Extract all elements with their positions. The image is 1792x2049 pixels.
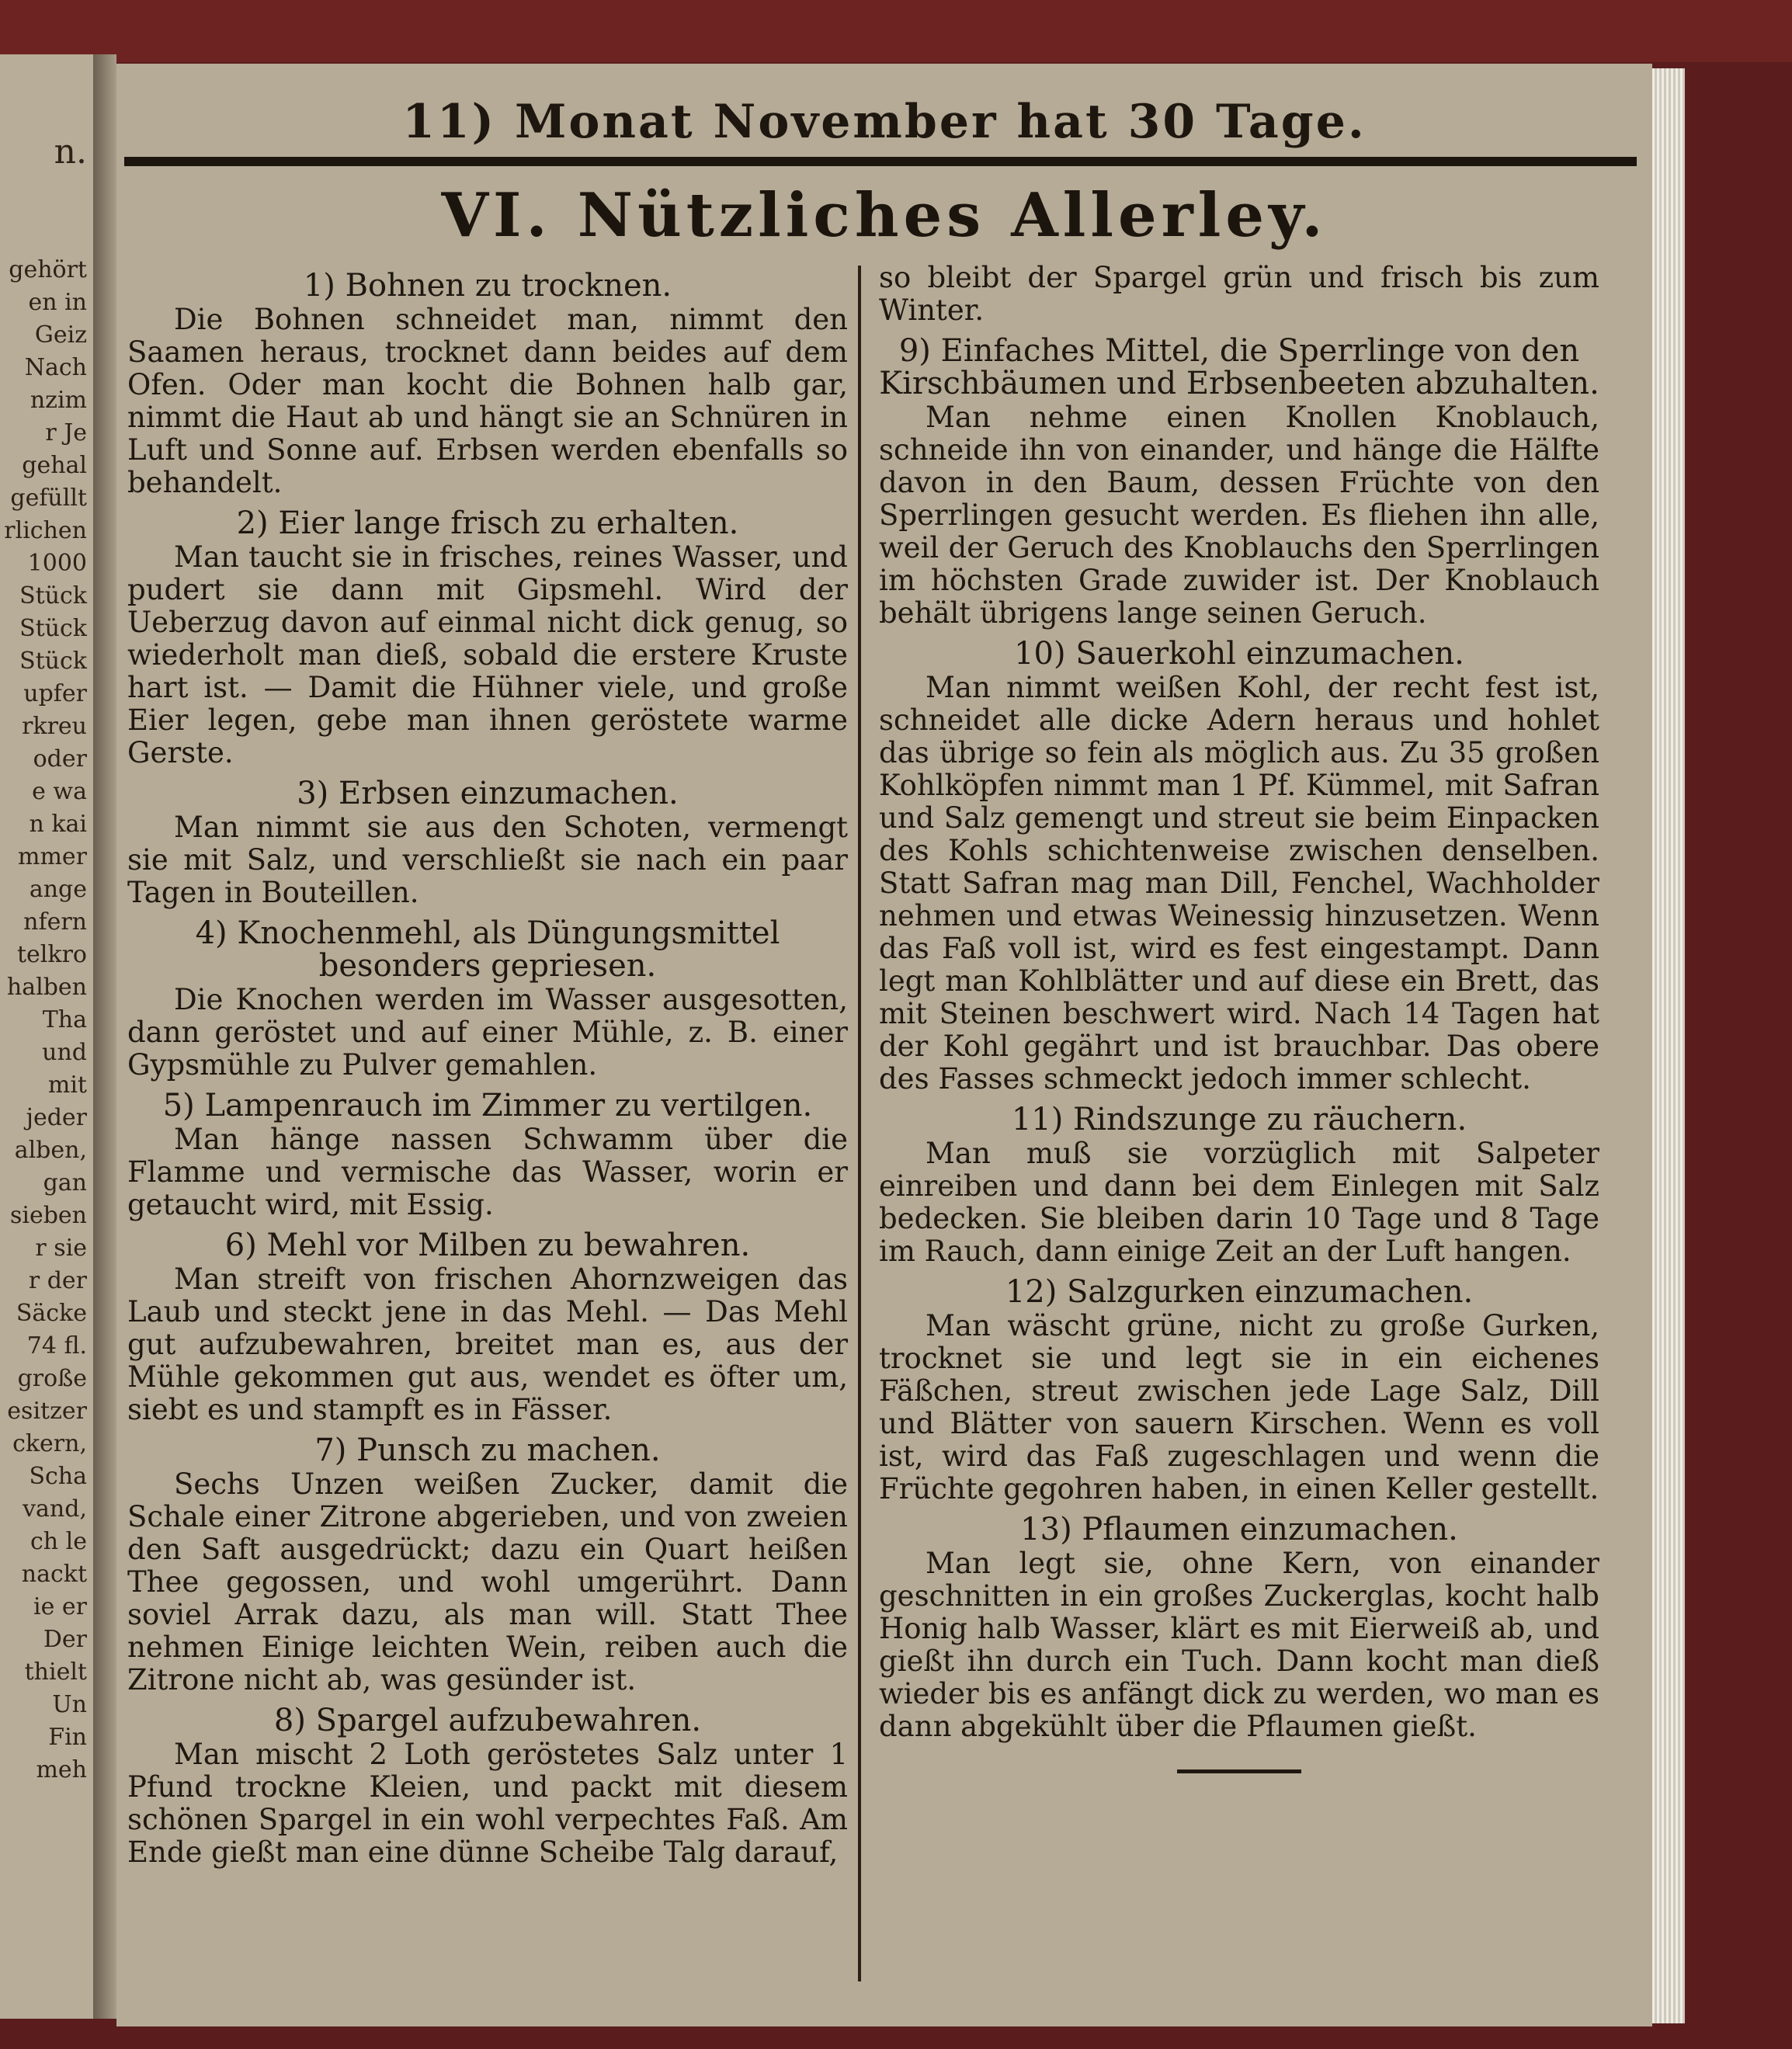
prev-page-line: esitzer [7, 1398, 87, 1425]
article-text: Man wäscht grüne, nicht zu große Gurken, trocknet sie und legt sie in ein eichenes Fäßchen, streut zwischen jede Lage Salz, Dill und Blätter von sauern Kirschen. Wenn es voll ist, wird das Faß zugeschlagen und wenn die Früchte gegohren haben, in einen Keller gestellt. [879, 1309, 1599, 1505]
article-text: Man legt sie, ohne Kern, von einander geschnitten in ein großes Zuckerglas, kocht halb Honig halb Wasser, klärt es mit Eierweiß ab, und gießt ihn durch ein Tuch. Dann kocht man dieß wieder bis es anfängt dick zu werden, wo man es dann abgekühlt über die Pflaumen gießt. [879, 1547, 1599, 1743]
article-text: Die Knochen werden im Wasser ausgesotten, dann geröstet und auf einer Mühle, z. B. einer Gypsmühle zu Pulver gemahlen. [127, 983, 848, 1082]
article [879, 1103, 1599, 1268]
prev-page-line: sieben [9, 1202, 87, 1229]
article [127, 1704, 848, 1869]
end-rule [1177, 1769, 1301, 1773]
prev-page-line: alben, [14, 1137, 87, 1164]
article-heading: 13) Pflaumen einzumachen. [1020, 1512, 1458, 1547]
article-heading: 2) Eier lange frisch zu erhalten. [236, 505, 739, 541]
section-title: VI. Nützliches Allerley. [441, 180, 1328, 251]
prev-page-line: gehal [22, 452, 87, 479]
cover-edge [0, 0, 1792, 62]
prev-page-line: en in [28, 289, 87, 316]
prev-page-line: oder [33, 745, 87, 773]
prev-page-line: r der [28, 1267, 87, 1294]
prev-page-line: gehört [9, 256, 87, 283]
article-text: Man streift von frischen Ahornzweigen das Laub und steckt jene in das Mehl. — Das Mehl gut aufzubewahren, breitet man es, aus der Mühle gekommen gut aus, wendet es öfter um, siebt es und stampft es in Fässer. [127, 1262, 848, 1426]
prev-page-line: Fin [48, 1724, 87, 1751]
book-page [116, 64, 1652, 2026]
prev-page-line: mmer [18, 843, 87, 870]
article-heading: 8) Spargel aufzubewahren. [273, 1703, 702, 1738]
prev-page-line: Scha [29, 1463, 87, 1490]
article-text: Sechs Unzen weißen Zucker, damit die Schale einer Zitrone abgerieben, und von zweien den Saft ausgedrückt; dazu ein Quart heißen Thee gegossen, und wohl umgerührt. Dann soviel Arrak dazu, als man will. Statt Thee nehmen Einige leichten Wein, reiben auch die Zitrone nicht ab, was gesünder ist. [127, 1467, 848, 1697]
prev-page-line: mit [47, 1071, 87, 1099]
article-text: Man muß sie vorzüglich mit Salpeter einreiben und dann bei dem Einlegen mit Salz bedecken. Sie bleiben darin 10 Tage und 8 Tage im Rauch, dann einige Zeit an der Luft hangen. [879, 1137, 1599, 1268]
article-text: Man nimmt weißen Kohl, der recht fest ist, schneidet alle dicke Adern heraus und hohlet das übrige so fein als möglich aus. Zu 35 großen Kohlköpfen nimmt man 1 Pf. Kümmel, mit Safran und Salz gemengt und streut sie beim Einpacken des Kohls schichtenweise zwischen denselben. Statt Safran mag man Dill, Fenchel, Wachholder nehmen und etwas Weinessig hinzusetzen. Wenn das Faß voll ist, wird es fest eingestampt. Dann legt man Kohlblätter und auf diese ein Brett, das mit Steinen beschwert wird. Nach 14 Tagen hat der Kohl gegährt und ist brauchbar. Das obere des Fasses schmeckt jedoch immer schlecht. [879, 671, 1599, 1096]
prev-page-line: 74 fl. [26, 1332, 87, 1360]
article-heading: 12) Salzgurken einzumachen. [1005, 1274, 1474, 1310]
prev-page-line: gan [43, 1169, 87, 1196]
prev-page-line: und [42, 1039, 87, 1066]
prev-page-line: Säcke [16, 1300, 87, 1327]
prev-page-line: Geiz [34, 321, 87, 349]
article-heading: 11) Rindszunge zu räuchern. [1011, 1102, 1467, 1137]
article-heading: 4) Knochenmehl, als Düngungsmittel besonders gepriesen. [195, 915, 780, 984]
prev-page-line: e wa [32, 778, 87, 805]
prev-page-line: r Je [45, 419, 87, 446]
article-text: Man nimmt sie aus den Schoten, vermengt sie mit Salz, und verschließt sie nach ein paar Tagen in Bouteillen. [127, 811, 848, 909]
prev-page-line: ie er [33, 1593, 87, 1620]
prev-page-line: upfer [23, 680, 87, 707]
prev-page-line: Stück [19, 648, 87, 675]
prev-page-line: jeder [26, 1104, 87, 1131]
article [879, 1276, 1599, 1505]
article [127, 917, 848, 1082]
article [127, 507, 848, 769]
prev-page-line: nackt [21, 1561, 87, 1588]
prev-page-line: vand, [23, 1495, 87, 1523]
page-edges [1652, 68, 1685, 2023]
header-rule [124, 157, 1637, 166]
right-column [879, 262, 1599, 1773]
prev-page-line: n kai [29, 811, 87, 838]
article-text: Man taucht sie in frisches, reines Wasser, und pudert sie dann mit Gipsmehl. Wird der Ueberzug davon auf einmal nicht dick genug, so wiederholt man dieß, sobald die erstere Kruste hart ist. — Damit die Hühner viele, und große Eier legen, gebe man ihnen geröstete warme Gerste. [127, 540, 848, 769]
prev-page-line: meh [36, 1756, 87, 1783]
article-heading: 9) Einfaches Mittel, die Sperrlinge von den Kirschbäumen und Erbsenbeeten abzuhalten. [879, 333, 1599, 401]
article [879, 637, 1599, 1096]
article-heading: 3) Erbsen einzumachen. [297, 776, 679, 811]
article-heading: 7) Punsch zu machen. [314, 1433, 661, 1468]
prev-page-line: thielt [24, 1658, 87, 1686]
article [127, 1089, 848, 1221]
prev-page-line: 1000 [27, 550, 87, 577]
prev-page-line: nfern [23, 908, 87, 936]
prev-page-line: ange [29, 876, 87, 903]
prev-page-line: n. [54, 132, 87, 172]
prev-page-line: ch le [30, 1528, 87, 1555]
article-heading: 1) Bohnen zu trocknen. [303, 268, 672, 304]
article-heading: 6) Mehl vor Milben zu bewahren. [224, 1228, 751, 1263]
prev-page-line: gefüllt [10, 484, 87, 512]
article-heading: 10) Sauerkohl einzumachen. [1014, 636, 1464, 672]
prev-page-line: rkreu [22, 713, 87, 740]
prev-page-line: Stück [19, 582, 87, 609]
article [127, 1229, 848, 1426]
article-heading: 5) Lampenrauch im Zimmer zu vertilgen. [162, 1088, 813, 1123]
page-gutter [93, 54, 116, 2019]
article-text: Man nehme einen Knollen Knoblauch, schneide ihn von einander, und hänge die Hälfte davon in den Baum, dessen Früchte von den Sperrlingen gesucht werden. Es fliehen ihn alle, weil der Geruch des Knoblauchs den Sperrlingen im höchsten Grade zuwider ist. Der Knoblauch behält übrigens lange seinen Geruch. [879, 401, 1599, 630]
column-divider [858, 266, 861, 1981]
article [127, 1434, 848, 1697]
prev-page-line: ckern, [12, 1430, 87, 1457]
article [127, 777, 848, 909]
article-text: Die Bohnen schneidet man, nimmt den Saamen heraus, trocknet dann beides auf dem Ofen. Oder man kocht die Bohnen halb gar, nimmt die Haut ab und hängt sie an Schnüren in Luft und Sonne auf. Erbsen werden ebenfalls so behandelt. [127, 303, 848, 499]
prev-page-line: Nach [24, 354, 87, 381]
article-text: Man hänge nassen Schwamm über die Flamme und vermische das Wasser, worin er getaucht wird, mit Essig. [127, 1123, 848, 1221]
article-text: Man mischt 2 Loth geröstetes Salz unter 1 Pfund trockne Kleien, und packt mit diesem schönen Spargel in ein wohl verpechtes Faß. Am Ende gießt man eine dünne Scheibe Talg darauf, [127, 1738, 848, 1869]
prev-page-line: telkro [17, 941, 87, 968]
article [879, 1513, 1599, 1743]
prev-page-line: große [17, 1365, 87, 1392]
running-head: 11) Monat November hat 30 Tage. [402, 95, 1367, 149]
prev-page-line: Der [43, 1626, 87, 1653]
article [879, 335, 1599, 630]
previous-page-fragment [0, 54, 93, 2019]
prev-page-line: r sie [35, 1235, 87, 1262]
prev-page-line: Stück [19, 615, 87, 642]
prev-page-line: halben [6, 974, 87, 1001]
prev-page-line: Tha [42, 1006, 87, 1033]
prev-page-line: nzim [30, 387, 87, 414]
continued-text: so bleibt der Spargel grün und frisch bis zum Winter. [879, 261, 1599, 327]
prev-page-line: Un [52, 1691, 87, 1718]
prev-page-line: rlichen [4, 517, 87, 544]
article [127, 269, 848, 499]
left-column [127, 262, 848, 1869]
